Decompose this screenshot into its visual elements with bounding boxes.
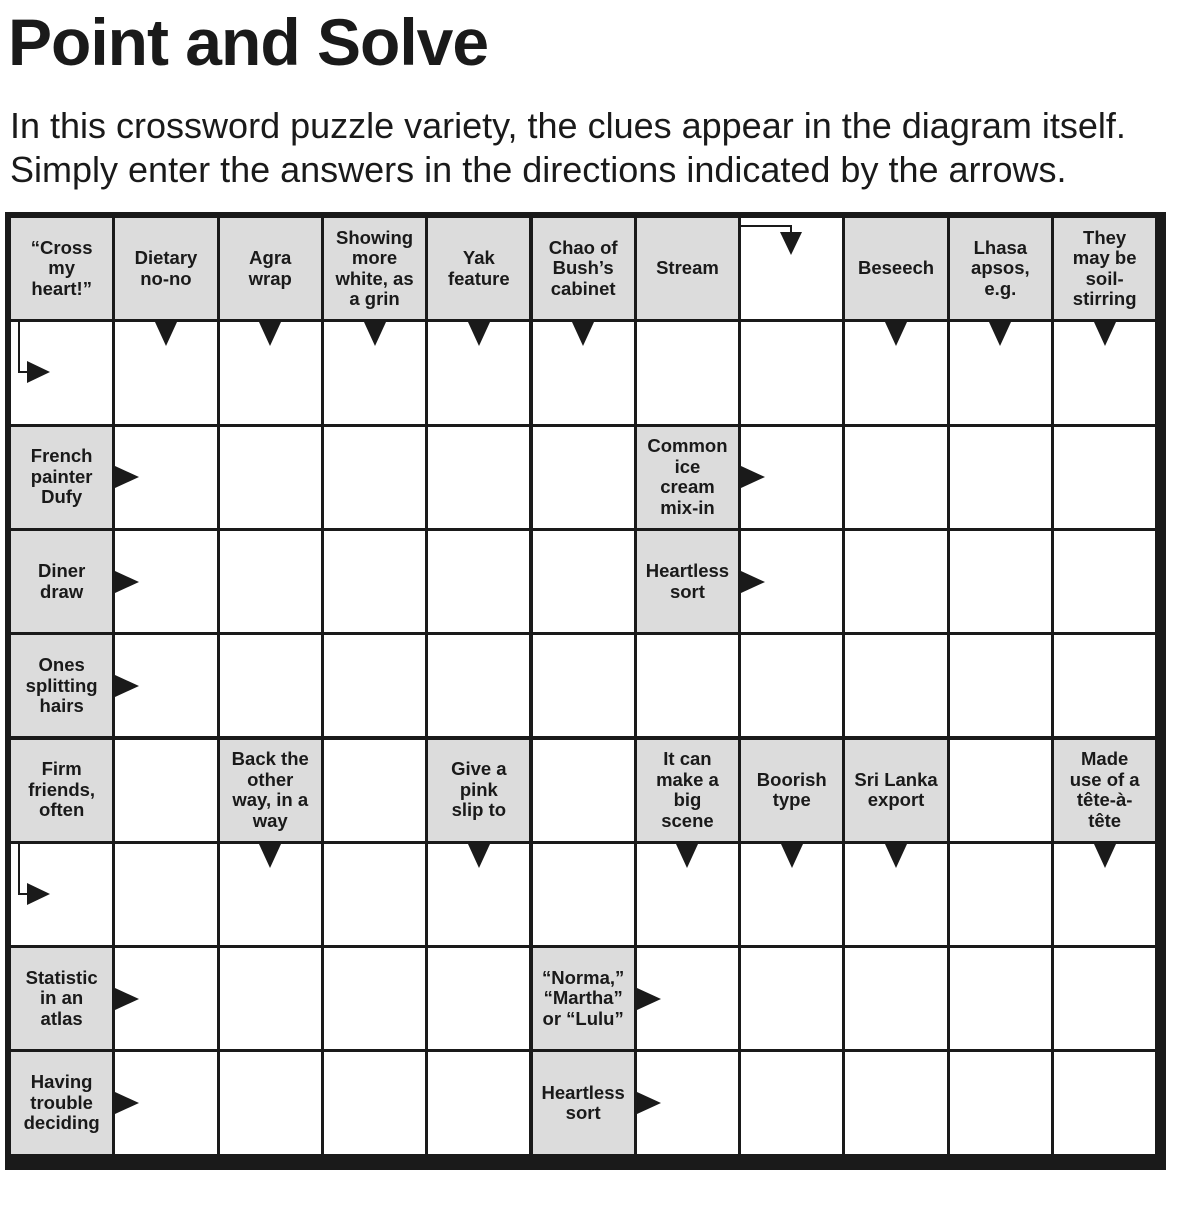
answer-cell[interactable] [324, 740, 425, 841]
clue-text: Back the other way, in a way [231, 748, 309, 831]
clue-cell [637, 218, 738, 319]
clue-cell [845, 218, 946, 319]
answer-cell[interactable] [324, 531, 425, 632]
answer-cell[interactable] [950, 427, 1051, 528]
arrow-down-icon [468, 844, 490, 868]
arrow-down-icon [468, 322, 490, 346]
answer-cell[interactable] [324, 844, 425, 945]
answer-cell[interactable] [533, 427, 634, 528]
answer-cell[interactable] [1054, 531, 1155, 632]
clue-text: Boorish type [756, 768, 827, 811]
clue-text: Yak feature [447, 247, 510, 289]
answer-cell[interactable] [741, 1052, 842, 1153]
clue-cell [11, 427, 112, 528]
answer-cell[interactable] [1054, 948, 1155, 1049]
answer-cell[interactable] [637, 322, 738, 423]
answer-cell[interactable] [845, 531, 946, 632]
clue-text: Heartless sort [541, 1081, 625, 1124]
answer-cell[interactable] [324, 1052, 425, 1153]
answer-cell[interactable] [428, 1052, 529, 1153]
answer-cell[interactable] [428, 948, 529, 1049]
clue-cell [950, 218, 1051, 319]
arrow-down-icon [885, 322, 907, 346]
clue-text: Stream [656, 257, 719, 279]
clue-text: Firm friends, often [28, 758, 96, 821]
answer-cell[interactable] [950, 635, 1051, 736]
answer-cell[interactable] [845, 948, 946, 1049]
clue-cell [220, 218, 321, 319]
clue-text: Heartless sort [645, 560, 730, 602]
arrow-right-icon [115, 466, 139, 488]
bent-arrow-icon [15, 322, 55, 392]
answer-cell[interactable] [220, 948, 321, 1049]
arrow-right-icon [741, 571, 765, 593]
clue-text: Beseech [857, 257, 935, 279]
clue-cell [1054, 218, 1155, 319]
clue-text: Statistic in an atlas [25, 966, 98, 1029]
arrow-right-icon [115, 571, 139, 593]
clue-text: Lhasa apsos, e.g. [971, 236, 1030, 299]
clue-cell [741, 740, 842, 841]
clue-cell [324, 218, 425, 319]
clue-cell [11, 635, 112, 736]
arrow-right-icon [637, 1092, 661, 1114]
clue-cell [637, 740, 738, 841]
answer-cell[interactable] [1054, 1052, 1155, 1153]
arrow-down-icon [155, 322, 177, 346]
answer-cell[interactable] [428, 531, 529, 632]
arrow-down-icon [364, 322, 386, 346]
clue-cell [115, 218, 216, 319]
clue-cell [11, 948, 112, 1049]
clue-text: They may be soil- stirring [1072, 226, 1137, 310]
answer-cell[interactable] [637, 635, 738, 736]
arrow-down-icon [781, 844, 803, 868]
answer-cell[interactable] [324, 427, 425, 528]
clue-cell [637, 531, 738, 632]
answer-cell[interactable] [741, 635, 842, 736]
arrow-down-icon [676, 844, 698, 868]
answer-cell[interactable] [324, 635, 425, 736]
answer-cell[interactable] [324, 948, 425, 1049]
arrow-down-icon [1094, 844, 1116, 868]
arrow-down-icon [885, 844, 907, 868]
answer-cell[interactable] [533, 635, 634, 736]
answer-cell[interactable] [220, 427, 321, 528]
clue-cell [11, 740, 112, 841]
answer-cell[interactable] [220, 531, 321, 632]
clue-cell [533, 1052, 634, 1153]
answer-cell[interactable] [845, 427, 946, 528]
clue-text: Chao of Bush’s cabinet [548, 236, 618, 299]
clue-cell [533, 218, 634, 319]
answer-cell[interactable] [1054, 635, 1155, 736]
answer-cell[interactable] [741, 948, 842, 1049]
clue-text: “Cross my heart!” [30, 236, 93, 299]
arrow-right-icon [115, 675, 139, 697]
clue-cell [428, 740, 529, 841]
answer-cell[interactable] [533, 531, 634, 632]
arrow-right-icon [115, 1092, 139, 1114]
clue-cell [11, 531, 112, 632]
clue-cell [220, 740, 321, 841]
answer-cell[interactable] [220, 635, 321, 736]
answer-cell[interactable] [220, 1052, 321, 1153]
answer-cell[interactable] [428, 427, 529, 528]
clue-cell [11, 1052, 112, 1153]
arrow-right-icon [637, 988, 661, 1010]
bent-arrow-icon [741, 222, 811, 262]
clue-cell [1054, 740, 1155, 841]
clue-text: Sri Lanka export [854, 768, 938, 811]
clue-text: Give a pink slip to [451, 758, 507, 821]
arrow-right-icon [115, 988, 139, 1010]
clue-text: Having trouble deciding [23, 1071, 100, 1134]
arrow-down-icon [572, 322, 594, 346]
clue-text: Diner draw [38, 560, 86, 602]
clue-text: Ones splitting hairs [25, 654, 98, 717]
answer-cell[interactable] [533, 740, 634, 841]
answer-cell[interactable] [115, 740, 216, 841]
answer-cell[interactable] [115, 844, 216, 945]
arrow-right-icon [741, 466, 765, 488]
clue-text: “Norma,” “Martha” or “Lulu” [542, 966, 625, 1029]
arrow-down-icon [1094, 322, 1116, 346]
arrow-down-icon [259, 322, 281, 346]
instructions-line: In this crossword puzzle variety, the clues appear in the diagram itself. [10, 105, 1126, 146]
answer-cell[interactable] [950, 531, 1051, 632]
clue-cell [11, 218, 112, 319]
clue-text: Made use of a tête-à- tête [1069, 748, 1140, 831]
answer-cell[interactable] [845, 635, 946, 736]
clue-text: Agra wrap [248, 247, 292, 289]
answer-cell[interactable] [428, 635, 529, 736]
clue-text: Dietary no-no [134, 247, 198, 289]
clue-text: Showing more white, as a grin [335, 226, 414, 310]
bent-arrow-icon [15, 844, 55, 914]
clue-text: French painter Dufy [30, 445, 93, 508]
clue-cell [533, 948, 634, 1049]
answer-cell[interactable] [950, 740, 1051, 841]
instructions [10, 104, 1180, 192]
clue-cell [428, 218, 529, 319]
arrow-down-icon [989, 322, 1011, 346]
clue-cell [845, 740, 946, 841]
answer-cell[interactable] [845, 1052, 946, 1153]
clue-text: Common ice cream mix-in [647, 435, 728, 518]
answer-cell[interactable] [1054, 427, 1155, 528]
clue-cell [637, 427, 738, 528]
clue-text: It can make a big scene [656, 748, 719, 831]
answer-cell[interactable] [741, 322, 842, 423]
puzzle-title: Point and Solve [8, 5, 489, 79]
crossword-grid [5, 212, 1166, 1170]
answer-cell[interactable] [533, 844, 634, 945]
answer-cell[interactable] [950, 844, 1051, 945]
answer-cell[interactable] [950, 1052, 1051, 1153]
arrow-down-icon [259, 844, 281, 868]
answer-cell[interactable] [950, 948, 1051, 1049]
instructions-line: Simply enter the answers in the directions indicated by the arrows. [10, 149, 1067, 190]
